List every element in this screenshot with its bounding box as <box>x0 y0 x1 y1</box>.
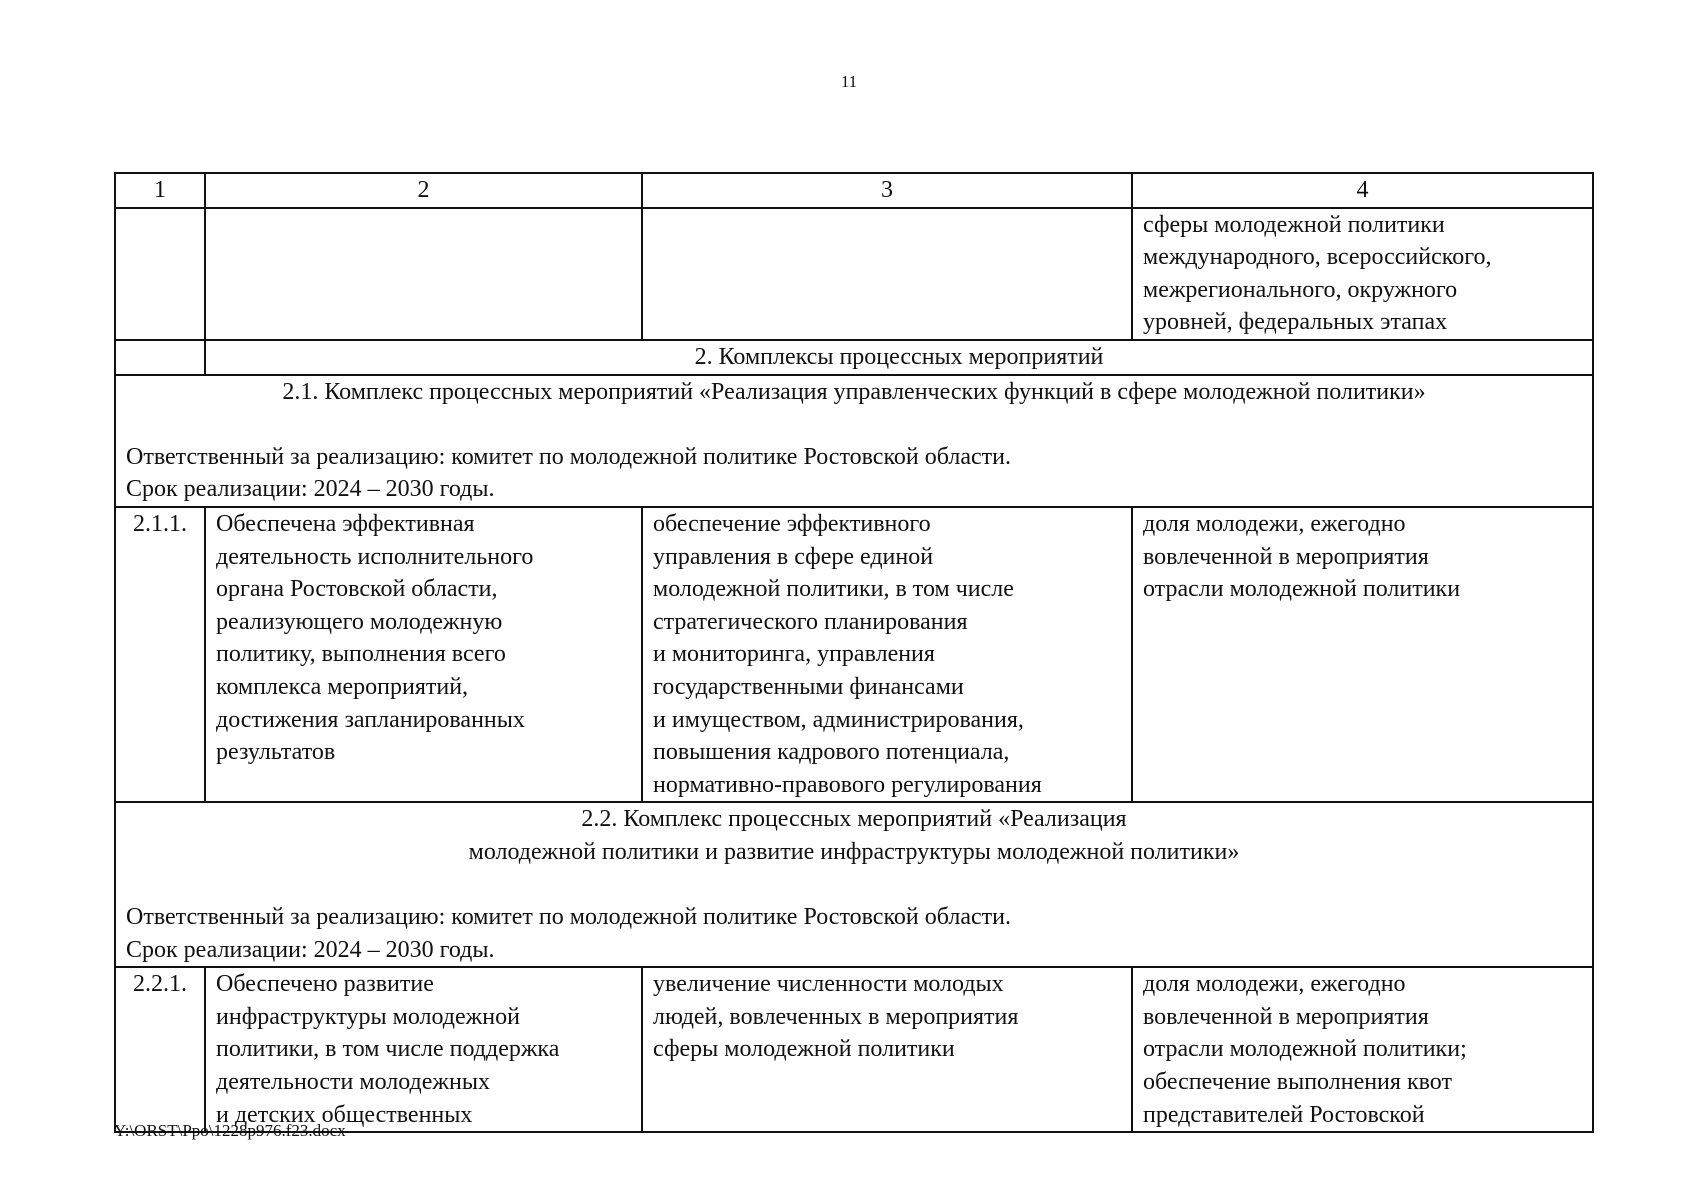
text-line: комплекса мероприятий, <box>216 673 469 700</box>
text-line: государственными финансами <box>653 673 964 700</box>
text-line: управления в сфере единой <box>653 543 934 570</box>
header-col-4: 4 <box>1132 173 1593 208</box>
header-col-2: 2 <box>205 173 642 208</box>
text-line: достижения запланированных <box>216 706 525 733</box>
text-line: вовлеченной в мероприятия <box>1143 543 1429 570</box>
text-line: Обеспечено развитие <box>216 971 434 998</box>
text-line: и детских общественных <box>216 1101 473 1128</box>
table-row-2-1-1 <box>115 507 1593 802</box>
text-line: отрасли молодежной политики; <box>1143 1036 1467 1063</box>
row-2-2-1-number: 2.2.1. <box>115 967 205 1132</box>
complex-2-1-header <box>115 375 1593 507</box>
row-2-1-1-indicator <box>1132 507 1593 802</box>
row-2-2-1-indicator <box>1132 967 1593 1132</box>
text-line: обеспечение эффективного <box>653 510 931 537</box>
table-header-row <box>115 173 1593 208</box>
text-line: сферы молодежной политики <box>1143 211 1445 238</box>
text-line: Обеспечена эффективная <box>216 510 475 537</box>
row-2-1-1-number: 2.1.1. <box>115 507 205 802</box>
text-line: людей, вовлеченных в мероприятия <box>653 1003 1019 1030</box>
row-2-2-1-description <box>642 967 1132 1132</box>
text-line: результатов <box>216 739 336 766</box>
text-line: доля молодежи, ежегодно <box>1143 510 1406 537</box>
complex-2-2-header <box>115 802 1593 967</box>
spacer <box>126 868 1582 901</box>
table-row-continuation <box>115 208 1593 340</box>
complex-2-1-header-row <box>115 375 1593 507</box>
section-2-number-cell <box>115 340 205 375</box>
header-col-1: 1 <box>115 173 205 208</box>
table-row-2-2-1 <box>115 967 1593 1132</box>
text-line: сферы молодежной политики <box>653 1036 955 1063</box>
text-line: реализующего молодежную <box>216 608 503 635</box>
text-line: представителей Ростовской <box>1143 1101 1425 1128</box>
text-line: инфраструктуры молодежной <box>216 1003 520 1030</box>
text-line: увеличение численности молодых <box>653 971 1004 998</box>
continuation-col-1 <box>115 208 205 340</box>
complex-2-1-term: Срок реализации: 2024 – 2030 годы. <box>126 476 495 503</box>
complex-2-2-title-line-2: молодежной политики и развитие инфраструктуры молодежной политики» <box>468 838 1240 865</box>
complex-2-2-responsible: Ответственный за реализацию: комитет по молодежной политике Ростовской области. <box>126 904 1011 931</box>
text-line: уровней, федеральных этапах <box>1143 309 1448 336</box>
text-line: вовлеченной в мероприятия <box>1143 1003 1429 1030</box>
text-line: и имуществом, администрирования, <box>653 706 1024 733</box>
complex-2-2-header-row <box>115 802 1593 967</box>
text-line: деятельности молодежных <box>216 1069 490 1096</box>
continuation-col-3 <box>642 208 1132 340</box>
header-col-3: 3 <box>642 173 1132 208</box>
complex-2-1-responsible: Ответственный за реализацию: комитет по молодежной политике Ростовской области. <box>126 443 1011 470</box>
row-2-1-1-description <box>642 507 1132 802</box>
text-line: международного, всероссийского, <box>1143 244 1492 271</box>
continuation-col-4 <box>1132 208 1593 340</box>
continuation-col-2 <box>205 208 642 340</box>
page-number: 11 <box>840 72 858 91</box>
text-line: доля молодежи, ежегодно <box>1143 971 1406 998</box>
text-line: межрегионального, окружного <box>1143 276 1458 303</box>
text-line: повышения кадрового потенциала, <box>653 739 1010 766</box>
text-line: молодежной политики, в том числе <box>653 576 1014 603</box>
spacer <box>126 408 1582 441</box>
measures-table <box>114 172 1594 1133</box>
text-line: органа Ростовской области, <box>216 576 498 603</box>
footer-file-path: Y:\ORST\Ppo\1228p976.f23.docx <box>114 1121 346 1140</box>
text-line: политики, в том числе поддержка <box>216 1036 560 1063</box>
text-line: отрасли молодежной политики <box>1143 576 1461 603</box>
text-line: нормативно-правового регулирования <box>653 771 1042 798</box>
text-line: деятельность исполнительного <box>216 543 534 570</box>
section-2-row <box>115 340 1593 375</box>
complex-2-2-title-line-1: 2.2. Комплекс процессных мероприятий «Реализация <box>581 806 1127 833</box>
row-2-2-1-result <box>205 967 642 1132</box>
text-line: и мониторинга, управления <box>653 641 935 668</box>
section-2-title: 2. Комплексы процессных мероприятий <box>205 340 1593 375</box>
text-line: обеспечение выполнения квот <box>1143 1069 1452 1096</box>
text-line: стратегического планирования <box>653 608 968 635</box>
complex-2-2-term: Срок реализации: 2024 – 2030 годы. <box>126 936 495 963</box>
row-2-1-1-result <box>205 507 642 802</box>
text-line: политику, выполнения всего <box>216 641 506 668</box>
complex-2-1-title: 2.1. Комплекс процессных мероприятий «Реализация управленческих функций в сфере молодежной политики» <box>282 378 1426 405</box>
